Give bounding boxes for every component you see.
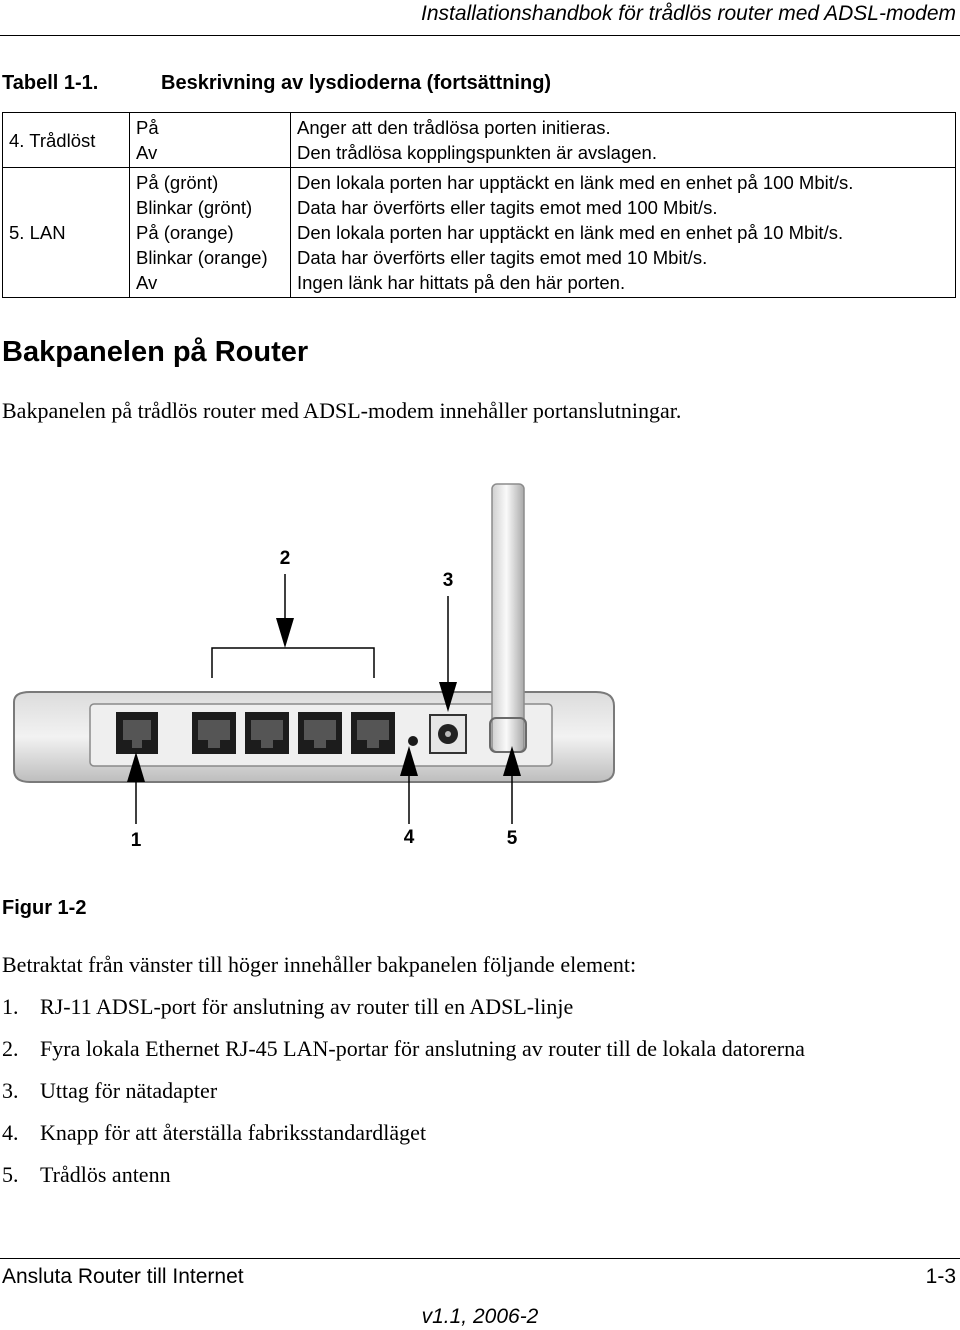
footer-chapter-title: Ansluta Router till Internet <box>2 1265 244 1288</box>
list-text: Knapp för att återställa fabriksstandardläget <box>40 1120 427 1145</box>
antenna-icon <box>490 484 526 752</box>
table-cell-item <box>3 168 130 298</box>
table-cell-states <box>130 113 291 168</box>
list-item <box>2 1078 217 1104</box>
footer-page-number: 1-3 <box>925 1265 956 1288</box>
list-number: 2. <box>2 1036 19 1061</box>
item-label: 5. LAN <box>9 222 66 243</box>
callout-2: 2 <box>279 548 291 569</box>
description-text: Den lokala porten har upptäckt en länk med en enhet på 10 Mbit/s. <box>297 222 844 243</box>
list-text: RJ-11 ADSL-port för anslutning av router till en ADSL-linje <box>40 994 574 1019</box>
footer-rule <box>0 1258 960 1259</box>
list-number: 5. <box>2 1162 19 1187</box>
description-text: Anger att den trådlösa porten initieras. <box>297 117 611 138</box>
callout-5: 5 <box>506 828 518 849</box>
table-row <box>3 168 956 298</box>
state-label: Blinkar (orange) <box>136 247 268 268</box>
intro-paragraph: Bakpanelen på trådlös router med ADSL-modem innehåller portanslutningar. <box>2 398 682 423</box>
state-label: På (orange) <box>136 222 234 243</box>
table-caption-title: Beskrivning av lysdioderna (fortsättning) <box>161 72 552 94</box>
list-item <box>2 1036 805 1062</box>
list-text: Uttag för nätadapter <box>40 1078 218 1103</box>
running-header: Installationshandbok för trådlös router med ADSL-modem <box>421 2 956 25</box>
description-text: Data har överförts eller tagits emot med 10 Mbit/s. <box>297 247 708 268</box>
table-row <box>3 113 956 168</box>
router-back-panel-figure <box>0 470 960 870</box>
callout-2-arrowhead <box>276 618 294 648</box>
state-label: På <box>136 117 159 138</box>
callout-3: 3 <box>442 570 454 591</box>
callout-4: 4 <box>403 827 415 848</box>
state-label: Av <box>136 272 158 293</box>
led-description-table <box>2 112 956 298</box>
lan-bracket <box>212 648 374 678</box>
list-number: 3. <box>2 1078 19 1103</box>
list-item <box>2 1162 171 1188</box>
callout-1: 1 <box>130 830 142 851</box>
rj11-adsl-port <box>116 712 158 754</box>
list-item <box>2 994 573 1020</box>
description-text: Den trådlösa kopplingspunkten är avslagen. <box>297 142 657 163</box>
table-caption-number: Tabell 1-1. <box>2 72 99 94</box>
list-number: 4. <box>2 1120 19 1145</box>
footer-version: v1.1, 2006-2 <box>421 1305 539 1328</box>
table-cell-descriptions <box>291 113 956 168</box>
list-item <box>2 1120 426 1146</box>
state-label: Blinkar (grönt) <box>136 197 253 218</box>
state-label: På (grönt) <box>136 172 219 193</box>
state-label: Av <box>136 142 158 163</box>
item-label: 4. Trådlöst <box>9 129 96 151</box>
section-heading: Bakpanelen på Router <box>2 336 309 368</box>
figure-label: Figur 1-2 <box>2 897 87 919</box>
description-text: Den lokala porten har upptäckt en länk med en enhet på 100 Mbit/s. <box>297 172 854 193</box>
table-cell-item <box>3 113 130 168</box>
reset-button-icon <box>408 736 418 746</box>
table-cell-descriptions <box>291 168 956 298</box>
table-cell-states <box>130 168 291 298</box>
list-text: Trådlös antenn <box>40 1162 171 1187</box>
description-text: Data har överförts eller tagits emot med 100 Mbit/s. <box>297 197 718 218</box>
list-text: Fyra lokala Ethernet RJ-45 LAN-portar för anslutning av router till de lokala datorerna <box>40 1036 805 1061</box>
list-number: 1. <box>2 994 19 1019</box>
header-rule <box>0 35 960 36</box>
power-jack-icon <box>430 715 466 753</box>
description-text: Ingen länk har hittats på den här porten. <box>297 272 626 293</box>
list-lead: Betraktat från vänster till höger innehåller bakpanelen följande element: <box>2 952 637 977</box>
